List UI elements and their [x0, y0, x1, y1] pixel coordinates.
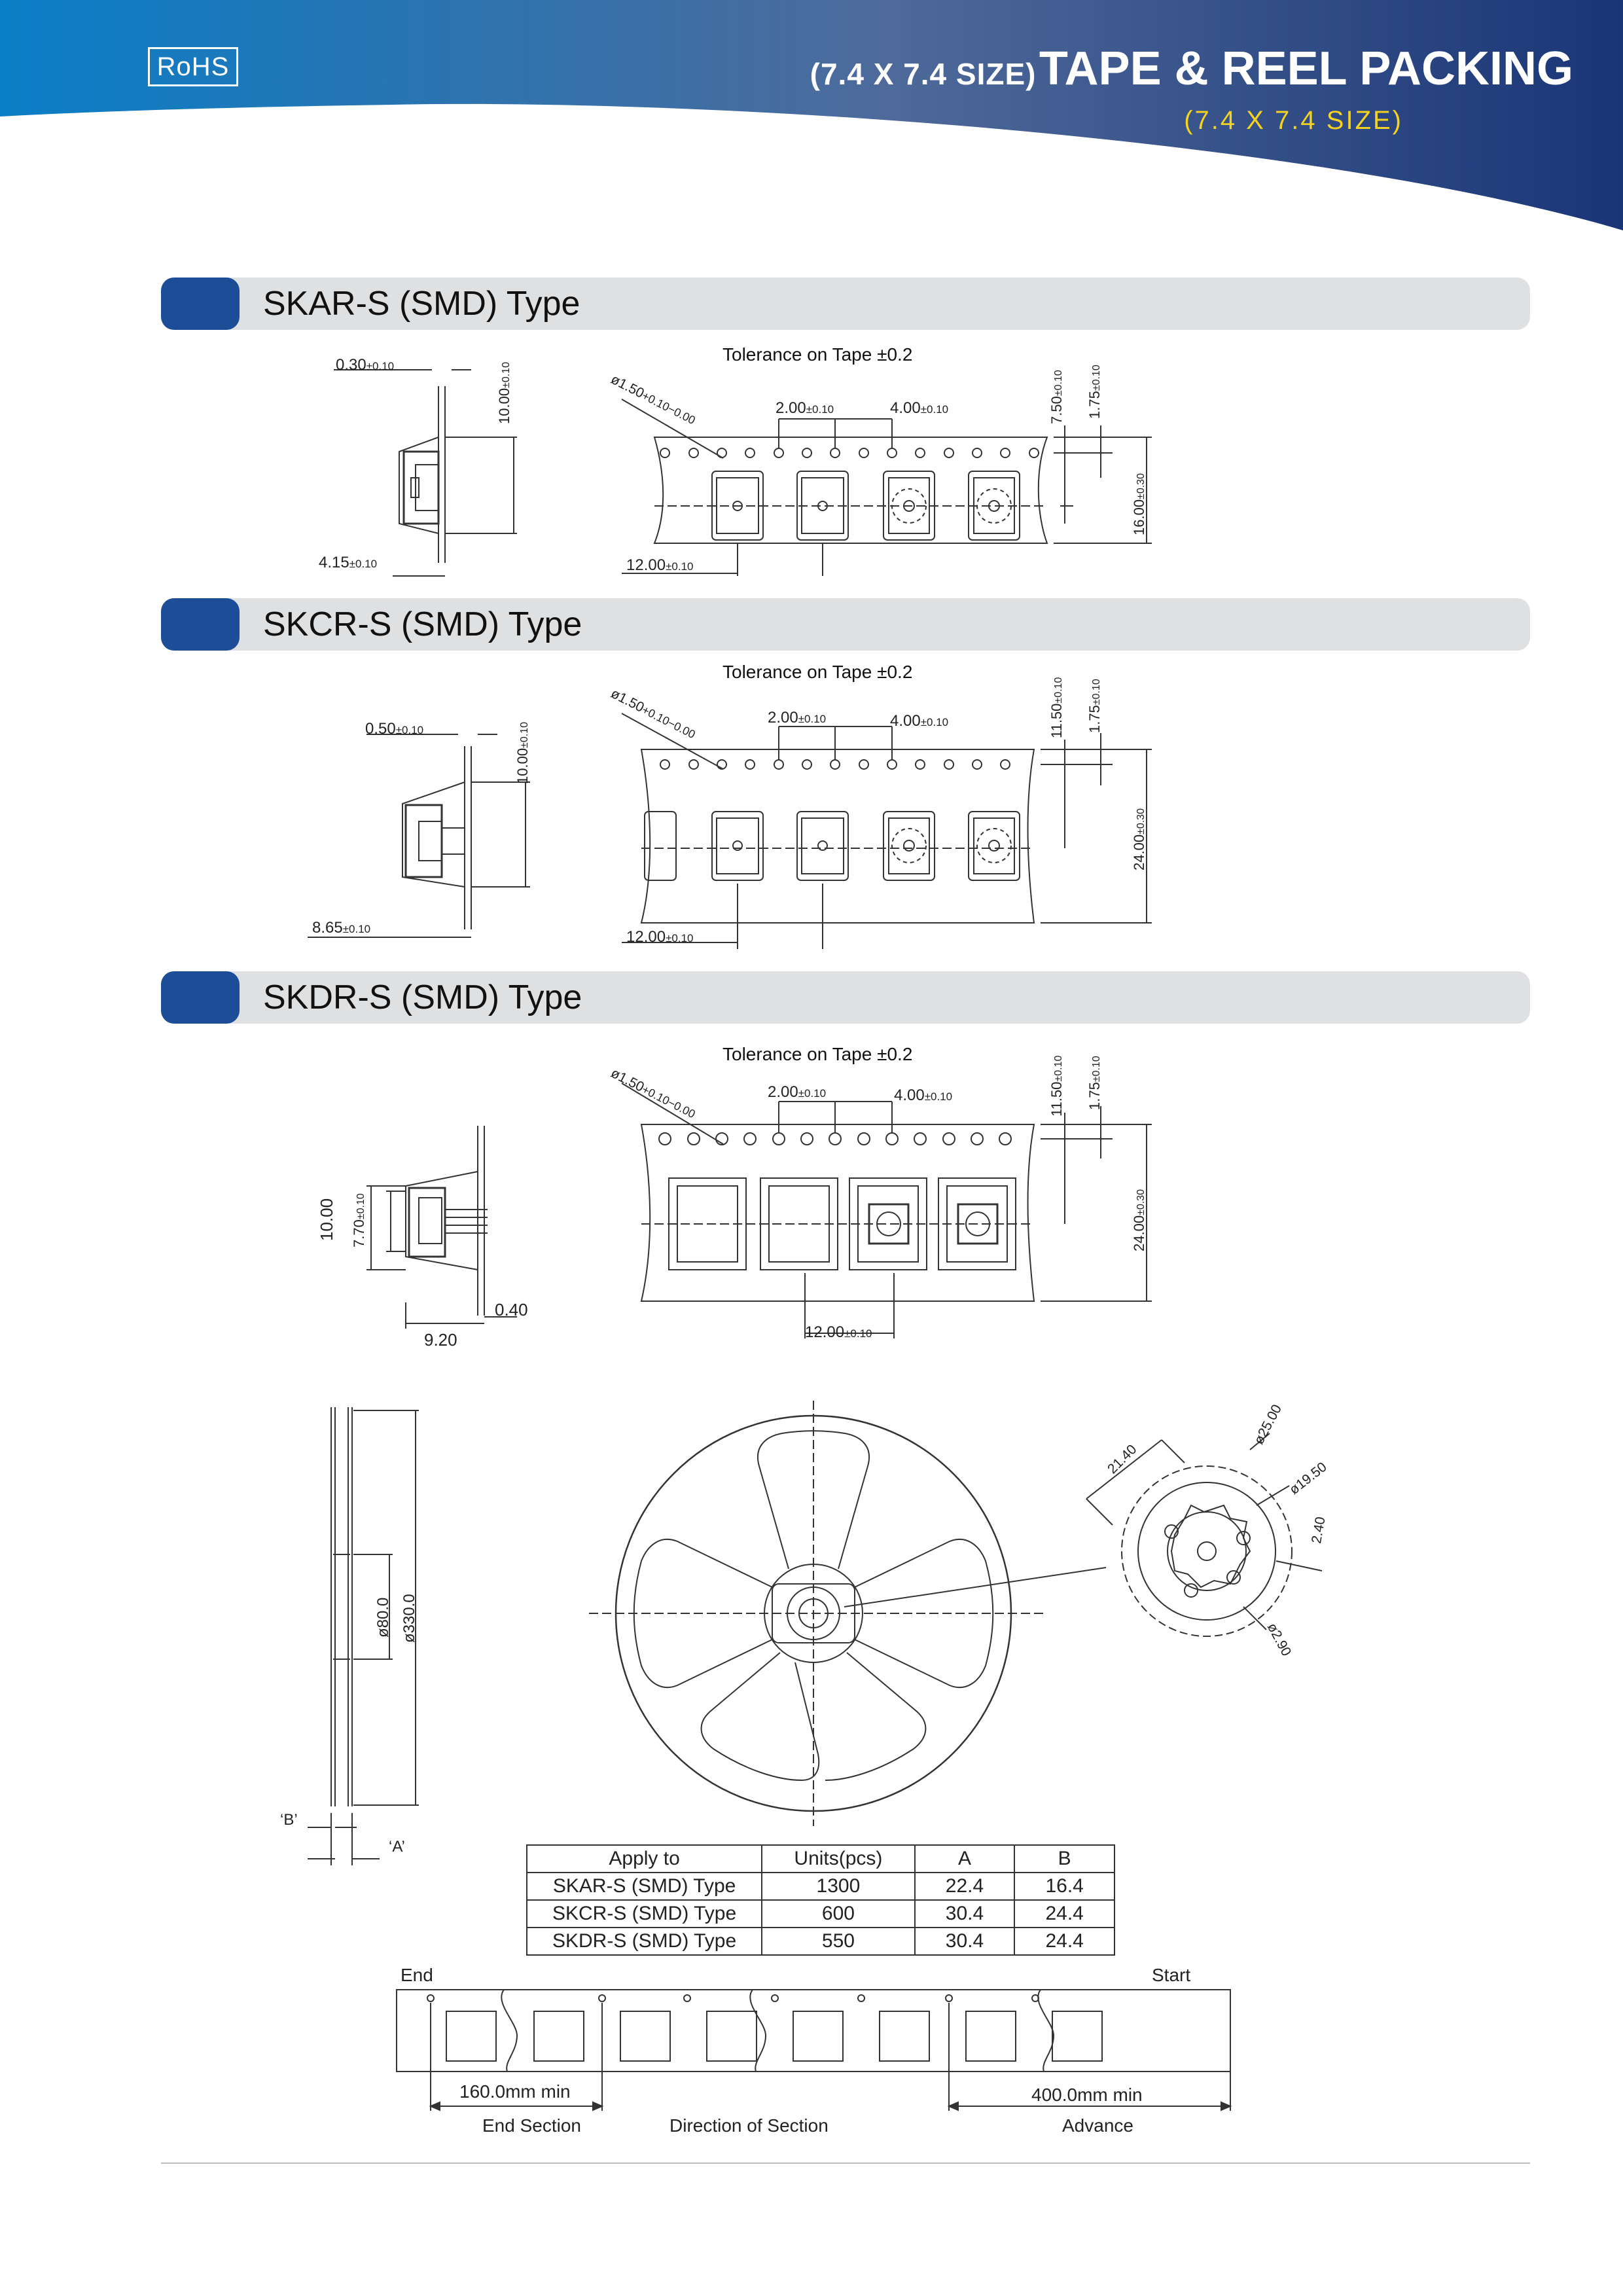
units-table [526, 1844, 1115, 1956]
cell-b: 16.4 [1014, 1873, 1115, 1900]
dim-skcr-left-top: 0.50±0.10 [365, 720, 424, 738]
skar-side-view [334, 370, 517, 576]
cell-b: 24.4 [1014, 1928, 1115, 1955]
dim-skdr-pitch-holes: 2.00±0.10 [768, 1083, 827, 1101]
sprocket-holes [659, 1133, 1011, 1145]
dim-skcr-hole: ø1.50+0.10−0.00 [608, 686, 698, 742]
tolerance-label-skar: Tolerance on Tape ±0.2 [722, 344, 913, 365]
cell-apply: SKDR-S (SMD) Type [527, 1928, 762, 1955]
dim-hub-d25: ø25.00 [1251, 1402, 1285, 1447]
col-units: Units(pcs) [762, 1845, 914, 1873]
skar-tape [622, 399, 1152, 576]
col-a: A [915, 1845, 1015, 1873]
dim-skcr-pitch-sprocket: 4.00±0.10 [890, 712, 949, 730]
dim-skdr-width: 24.00±0.30 [1131, 1189, 1147, 1251]
label-advance: Advance [1062, 2115, 1133, 2136]
dim-hub-d29: ø2.90 [1264, 1621, 1294, 1659]
footer-rule [161, 2162, 1530, 2164]
dim-skcr-left-bottom: 8.65±0.10 [312, 919, 371, 937]
label-reel-a: ‘A’ [389, 1838, 405, 1856]
title-prefix: (7.4 X 7.4 SIZE) [810, 57, 1037, 91]
dim-skar-left-top: 0.30±0.10 [336, 356, 395, 374]
reel-front-view [589, 1401, 1106, 1826]
dim-skdr-pitch-part: 12.00±0.10 [805, 1323, 872, 1341]
dim-hub-d19: ø19.50 [1287, 1459, 1330, 1498]
dim-skdr-left-height: 10.00 [317, 1198, 336, 1241]
dim-reel-hub: ø80.0 [374, 1597, 392, 1638]
section-title: SKDR-S (SMD) Type [263, 978, 582, 1016]
label-start: Start [1152, 1965, 1191, 1985]
cell-units: 1300 [762, 1873, 914, 1900]
table-header-row [527, 1845, 1115, 1873]
dim-skdr-left-bottom: 9.20 [424, 1330, 457, 1350]
skdr-tape [622, 1083, 1152, 1338]
rohs-badge: RoHS [148, 47, 238, 86]
tolerance-label-skcr: Tolerance on Tape ±0.2 [722, 662, 913, 682]
table-row [527, 1900, 1115, 1928]
cell-b: 24.4 [1014, 1900, 1115, 1928]
section-title: SKAR-S (SMD) Type [263, 285, 580, 323]
pockets [645, 812, 1020, 880]
cell-apply: SKCR-S (SMD) Type [527, 1900, 762, 1928]
skdr-side-view [366, 1126, 517, 1329]
cell-units: 600 [762, 1900, 914, 1928]
dim-skdr-edge: 1.75±0.10 [1086, 1056, 1103, 1110]
label-end: End [401, 1965, 433, 1985]
dim-skdr-left-thick: 0.40 [495, 1300, 528, 1319]
dim-skdr-pitch-sprocket: 4.00±0.10 [894, 1086, 953, 1104]
dim-skdr-left-inner: 7.70±0.10 [351, 1193, 367, 1247]
table-row [527, 1873, 1115, 1900]
table-row [527, 1928, 1115, 1955]
dim-skar-hole: ø1.50+0.10−0.00 [608, 372, 698, 427]
dim-skar-pitch-holes: 2.00±0.10 [776, 399, 834, 417]
dim-skar-edge: 1.75±0.10 [1086, 365, 1103, 419]
dim-skar-left-height: 10.00±0.10 [496, 362, 512, 424]
cell-units: 550 [762, 1928, 914, 1955]
title-main: TAPE & REEL PACKING [1039, 43, 1573, 95]
section-title: SKCR-S (SMD) Type [263, 605, 582, 643]
dim-hub-w21: 21.40 [1105, 1441, 1140, 1477]
dim-hub-w24: 2.40 [1309, 1515, 1329, 1545]
dim-skcr-pitch-holes: 2.00±0.10 [768, 709, 827, 726]
dim-skcr-offset: 11.50±0.10 [1048, 677, 1065, 738]
dim-skar-pitch-part: 12.00±0.10 [626, 556, 694, 574]
tolerance-label-skdr: Tolerance on Tape ±0.2 [722, 1044, 913, 1064]
sprocket-holes [660, 760, 1010, 769]
dim-skar-pitch-sprocket: 4.00±0.10 [890, 399, 949, 417]
dim-skcr-pitch-part: 12.00±0.10 [626, 928, 694, 946]
label-end-section: End Section [482, 2115, 581, 2136]
dim-skdr-hole: ø1.50+0.10−0.00 [608, 1066, 698, 1121]
col-apply-to: Apply to [527, 1845, 762, 1873]
label-end-min: 160.0mm min [459, 2081, 571, 2102]
dim-skar-offset: 7.50±0.10 [1048, 370, 1065, 424]
cell-a: 22.4 [915, 1873, 1015, 1900]
label-advance-min: 400.0mm min [1031, 2085, 1143, 2105]
dim-skdr-offset: 11.50±0.10 [1048, 1055, 1065, 1117]
dim-skar-width: 16.00±0.30 [1131, 473, 1147, 535]
dim-reel-outer: ø330.0 [401, 1594, 418, 1643]
label-reel-b: ‘B’ [280, 1811, 298, 1829]
skcr-tape [622, 713, 1152, 949]
cell-a: 30.4 [915, 1928, 1015, 1955]
cell-a: 30.4 [915, 1900, 1015, 1928]
dim-skcr-left-height: 10.00±0.10 [514, 722, 531, 784]
label-direction: Direction of Section [669, 2115, 829, 2136]
sprocket-holes [660, 448, 1039, 457]
cell-apply: SKAR-S (SMD) Type [527, 1873, 762, 1900]
col-b: B [1014, 1845, 1115, 1873]
dim-skcr-width: 24.00±0.30 [1131, 808, 1147, 870]
skcr-side-view [308, 734, 530, 937]
page-subtitle: (7.4 X 7.4 SIZE) [1184, 106, 1403, 135]
dim-skcr-edge: 1.75±0.10 [1086, 679, 1103, 733]
dim-skar-left-bottom: 4.15±0.10 [319, 554, 378, 571]
